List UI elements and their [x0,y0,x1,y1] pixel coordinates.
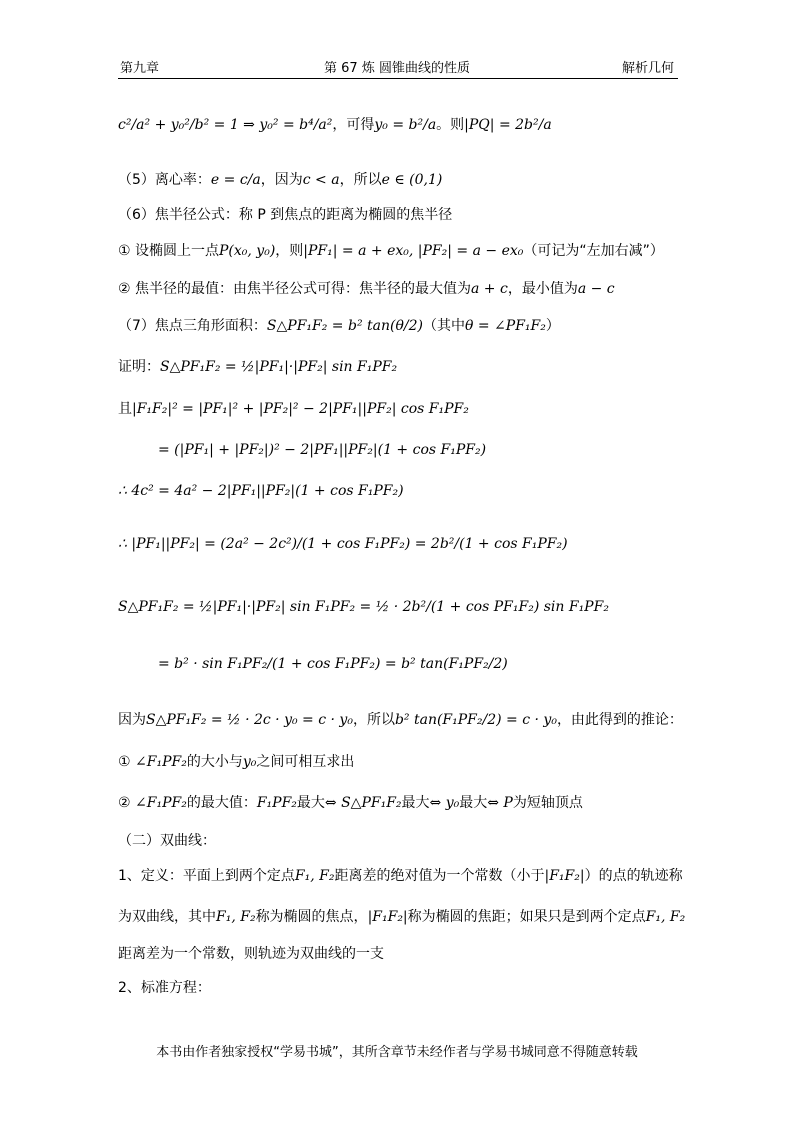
hyperbola-heading: （二）双曲线： [118,833,216,849]
formula: y₀ = b²/a [374,117,437,133]
ellipse-latus-rectum-line [118,115,552,135]
lesson-title: 第 67 炼 圆锥曲线的性质 [324,61,470,76]
formula: |PQ| = 2b²/a [464,117,552,133]
text: 之间可相互求出 [256,754,355,770]
text: 的大小与 [186,754,243,770]
formula: |PF₁| = a + ex₀, |PF₂| = a − ex₀ [303,243,524,259]
focal-triangle-area-line [118,316,560,336]
text: 称为椭圆的焦距；如果只是到两个定点 [407,909,646,925]
text: 最大 [459,795,488,811]
text: ，所以 [352,712,395,728]
formula: ⇔ P [487,795,513,811]
proof-line-7: = b² · sin F₁PF₂/(1 + cos F₁PF₂) = b² tan(F₁PF₂/2) [158,656,508,672]
formula: c²/a² + y₀²/b² = 1 ⇒ y₀² = b⁴/a² [118,117,333,133]
text: （可记为“左加右减”） [523,243,664,259]
text: 最大 [296,795,325,811]
focal-radius-heading: （6）焦半径公式：称 P 到焦点的距离为椭圆的焦半径 [118,207,453,223]
formula: ∠F₁PF₂ [135,795,187,811]
focal-radius-formula-line [118,241,664,261]
formula: S△PF₁F₂ = b² tan(θ/2) [266,318,423,334]
corollary-intro-line [118,710,683,730]
header-rule [118,78,678,79]
formula: e ∈ (0,1) [381,172,443,188]
hyperbola-definition-line-3: 距离差为一个常数，则轨迹为双曲线的一支 [118,946,384,962]
text: 距离差的绝对值为一个常数（小于 [334,868,545,884]
proof-line-6: S△PF₁F₂ = ½|PF₁|·|PF₂| sin F₁PF₂ = ½ · 2b²/(1 + cos PF₁F₂) sin F₁PF₂ [118,599,609,615]
text: 为双曲线，其中 [118,909,216,925]
text: （其中 [422,318,465,334]
text: 因为 [118,712,146,728]
formula: |F₁F₂| [367,909,408,925]
formula: ⇔ S△PF₁F₂ [324,795,402,811]
text: ，可得 [332,117,375,133]
formula: b² tan(F₁PF₂/2) = c · y₀ [394,712,557,728]
hyperbola-definition-line-2 [118,907,685,927]
proof-line-5: ∴ |PF₁||PF₂| = (2a² − 2c²)/(1 + cos F₁PF₂) = 2b²/(1 + cos F₁PF₂) [118,536,568,552]
formula: P(x₀, y₀) [219,243,276,259]
formula: F₁, F₂ [294,868,335,884]
hyperbola-definition-line-1 [118,866,683,886]
proof-line-2 [118,399,469,419]
proof-line-1 [118,357,397,377]
formula: a − c [577,281,615,297]
subject-label: 解析几何 [621,61,674,76]
text: 证明： [118,359,160,375]
eccentricity-line [118,170,442,190]
text: ） [545,318,560,334]
text: ① 设椭圆上一点 [118,243,220,259]
text: 称为椭圆的焦点， [255,909,368,925]
text: （5）离心率： [118,172,211,188]
focal-radius-extremes-line [118,279,615,299]
formula: F₁, F₂ [645,909,686,925]
formula: ⇔ y₀ [429,795,460,811]
text: ，最小值为 [507,281,578,297]
formula: θ = ∠PF₁F₂ [464,318,546,334]
text: ，因为 [260,172,303,188]
formula: |F₁F₂|² = |PF₁|² + |PF₂|² − 2|PF₁||PF₂| cos F₁PF₂ [132,401,469,417]
formula: S△PF₁F₂ = ½|PF₁|·|PF₂| sin F₁PF₂ [160,359,398,375]
proof-line-3: = (|PF₁| + |PF₂|)² − 2|PF₁||PF₂|(1 + cos F₁PF₂) [158,442,487,458]
corollary-1-line [118,752,354,772]
formula: F₁PF₂ [256,795,297,811]
text: 1、定义：平面上到两个定点 [118,868,295,884]
text: 为短轴顶点 [512,795,583,811]
formula: y₀ [242,754,257,770]
text: （7）焦点三角形面积： [118,318,267,334]
text: 的最大值： [186,795,257,811]
formula: c < a [302,172,340,188]
text: ，由此得到的推论： [556,712,683,728]
formula: |F₁F₂| [544,868,585,884]
standard-equation-heading: 2、标准方程： [118,980,211,996]
formula: S△PF₁F₂ = ½ · 2c · y₀ = c · y₀ [146,712,353,728]
text: ，则 [275,243,304,259]
corollary-2-line [118,793,583,813]
text: ① [118,754,131,770]
formula: F₁, F₂ [216,909,256,925]
formula: a + c [471,281,508,297]
proof-line-4: ∴ 4c² = 4a² − 2|PF₁||PF₂|(1 + cos F₁PF₂) [118,483,404,499]
text: ）的点的轨迹称 [584,868,683,884]
copyright-footer: 本书由作者独家授权“学易书城”，其所含章节未经作者与学易书城同意不得随意转载 [156,1045,638,1060]
text: 。则 [436,117,465,133]
text: ，所以 [339,172,382,188]
text: ② 焦半径的最值：由焦半径公式可得：焦半径的最大值为 [118,281,471,297]
formula: e = c/a [210,172,261,188]
chapter-label: 第九章 [120,61,160,76]
text: ② [118,795,131,811]
text: 且 [118,401,132,417]
text: 最大 [401,795,430,811]
formula: ∠F₁PF₂ [135,754,187,770]
